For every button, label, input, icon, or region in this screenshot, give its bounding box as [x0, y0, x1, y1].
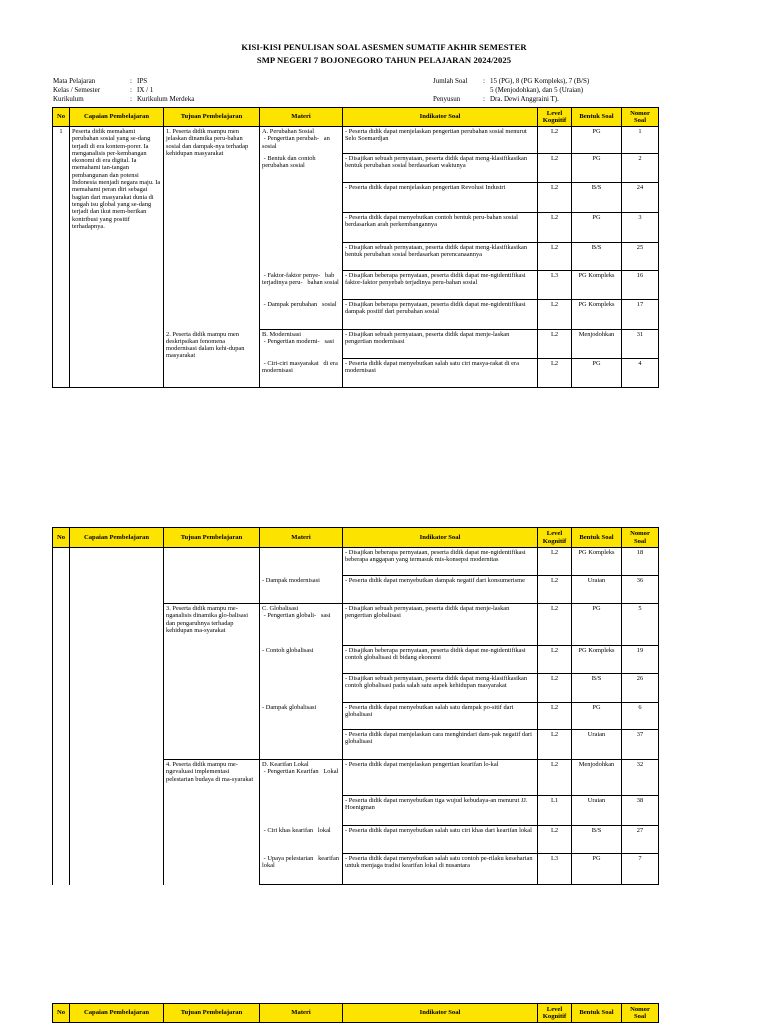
materi-cell: - Contoh globalisasi — [260, 646, 343, 674]
tujuan-cell: 3. Peserta didik mampu me-nganalisis dinamika glo-balisasi dan pengaruhnya terhadap kehidupan ma-syarakat — [164, 604, 260, 760]
indikator-cell: - Disajikan sebuah pernyataan, peserta didik dapat meng-klasifikasikan bentuk perubahan sosial berdasarkan waktunya — [343, 154, 538, 183]
indikator-cell: - Peserta didik dapat menjelaskan pengertian kearifan lo-kal — [343, 760, 538, 796]
indikator-cell: - Disajikan sebuah pernyataan, peserta didik dapat menje-laskan pengertian modernisasi — [343, 330, 538, 359]
bentuk-cell: PG — [572, 703, 622, 730]
indikator-cell: - Disajikan beberapa pernyataan, peserta didik dapat me-ngidentifikasi beberapa anggapan yang termasuk mis-konsepsi modernitas — [343, 548, 538, 576]
materi-cell — [260, 674, 343, 703]
bentuk-cell: B/S — [572, 243, 622, 271]
meta-value: IPS — [137, 77, 148, 85]
header-capaian: Capaian Pembelajaran — [70, 108, 164, 127]
header-no: No — [53, 1004, 70, 1023]
nomor-cell: 37 — [622, 730, 659, 760]
header-bentuk: Bentuk Soal — [572, 528, 622, 548]
indikator-cell: - Disajikan beberapa pernyataan, peserta didik dapat me-ngidentifikasi contoh globalisasi di bidang ekonomi — [343, 646, 538, 674]
header-bentuk: Bentuk Soal — [572, 108, 622, 127]
indikator-cell: - Peserta didik dapat menjelaskan cara menghindari dam-pak negatif dari globalisasi — [343, 730, 538, 760]
materi-cell: - Dampak perubahan sosial — [260, 300, 343, 330]
materi-cell — [260, 730, 343, 760]
nomor-cell: 18 — [622, 548, 659, 576]
bentuk-cell: Menjodohkan — [572, 760, 622, 796]
level-cell: L2 — [538, 548, 572, 576]
meta-left — [53, 77, 253, 107]
bentuk-cell: B/S — [572, 183, 622, 213]
header-no: No — [53, 108, 70, 127]
materi-cell: - Faktor-faktor penye- bab terjadinya peru- bahan sosial — [260, 271, 343, 300]
level-cell: L2 — [538, 243, 572, 271]
nomor-cell: 3 — [622, 213, 659, 243]
meta-colon: : — [130, 95, 132, 103]
meta-colon: : — [130, 86, 132, 94]
bentuk-cell: B/S — [572, 826, 622, 854]
bentuk-cell: Menjodohkan — [572, 330, 622, 359]
indikator-cell: - Disajikan sebuah pernyataan, peserta didik dapat meng-klasifikasikan bentuk perubahan sosial berdasarkan perencanaannya — [343, 243, 538, 271]
materi-cell — [260, 213, 343, 243]
header-level: Level Kognitif — [538, 528, 572, 548]
meta-key: Mata Pelajaran — [53, 77, 96, 85]
document-title-line2: SMP NEGERI 7 BOJONEGORO TAHUN PELAJARAN 2024/2025 — [256, 55, 512, 65]
level-cell: L2 — [538, 674, 572, 703]
capaian-cell: Peserta didik memahami perubahan sosial yang se-dang terjadi di era kontem-porer. Ia menganalisis per-kembangan ekonomi di era digital. Ia memahami tan-tangan pembangunan dan potensi Indonesia menjadi negara maju. Ia memahami peran diri sebagai bagian dari masyarakat dunia di tengah isu global yang se-dang terjadi dan ikut mem-berikan kontribusi yang positif terhadapnya. — [70, 127, 164, 388]
tujuan-cell: 1. Peserta didik mampu men jelaskan dinamika peru-bahan sosial dan dampak-nya terhadap kehidupan masyarakat — [164, 127, 260, 330]
bentuk-cell: PG — [572, 854, 622, 885]
indikator-cell: - Disajikan sebuah pernyataan, peserta didik dapat menje-laskan pengertian globalisasi — [343, 604, 538, 646]
header-indikator: Indikator Soal — [343, 1004, 538, 1023]
header-capaian: Capaian Pembelajaran — [70, 1004, 164, 1023]
nomor-cell: 5 — [622, 604, 659, 646]
materi-cell — [260, 183, 343, 213]
level-cell: L1 — [538, 796, 572, 826]
materi-cell: C. Globalisasi - Pengertian globali- sasi — [260, 604, 343, 646]
materi-cell: - Bentuk dan contoh perubahan sosial — [260, 154, 343, 183]
level-cell: L2 — [538, 576, 572, 604]
header-indikator: Indikator Soal — [343, 528, 538, 548]
nomor-cell: 32 — [622, 760, 659, 796]
materi-cell: - Dampak globalisasi — [260, 703, 343, 730]
indikator-cell: - Peserta didik dapat menjelaskan pengertian perubahan sosial menurut Selo Soemardjan — [343, 127, 538, 154]
header-capaian: Capaian Pembelajaran — [70, 528, 164, 548]
indikator-cell: - Peserta didik dapat menjelaskan pengertian Revolusi Industri — [343, 183, 538, 213]
nomor-cell: 17 — [622, 300, 659, 330]
kisi-kisi-table-page1 — [52, 107, 659, 388]
meta-value: Kurikulum Merdeka — [137, 95, 195, 103]
indikator-cell: - Peserta didik dapat menyebutkan salah satu contoh pe-rilaku keseharian untuk menjaga tradisi kearifan lokal di nusantara — [343, 854, 538, 885]
level-cell: L2 — [538, 213, 572, 243]
meta-colon: : — [483, 95, 485, 103]
table-header-row — [53, 1004, 659, 1023]
nomor-cell: 31 — [622, 330, 659, 359]
capaian-cell — [70, 548, 164, 885]
kisi-kisi-table-page2 — [52, 527, 659, 885]
bentuk-cell: PG — [572, 154, 622, 183]
header-nomor: Nomor Soal — [622, 528, 659, 548]
level-cell: L2 — [538, 604, 572, 646]
nomor-cell: 2 — [622, 154, 659, 183]
materi-cell — [260, 243, 343, 271]
indikator-cell: - Peserta didik dapat menyebutkan contoh bentuk peru-bahan sosial berdasarkan arah perkembangannya — [343, 213, 538, 243]
header-tujuan: Tujuan Pembelajaran — [164, 1004, 260, 1023]
indikator-cell: - Disajikan beberapa pernyataan, peserta didik dapat me-ngidentifikasi dampak positif dari perubahan sosial — [343, 300, 538, 330]
level-cell: L2 — [538, 826, 572, 854]
header-bentuk: Bentuk Soal — [572, 1004, 622, 1023]
level-cell: L2 — [538, 183, 572, 213]
level-cell: L2 — [538, 154, 572, 183]
nomor-cell: 25 — [622, 243, 659, 271]
indikator-cell: - Peserta didik dapat menyebutkan salah satu ciri khas dari kearifan lokal — [343, 826, 538, 854]
header-materi: Materi — [260, 108, 343, 127]
level-cell: L2 — [538, 730, 572, 760]
tujuan-cell: 4. Peserta didik mampu me-ngevaluasi implementasi pelestarian budaya di ma-syarakat — [164, 760, 260, 885]
meta-key: Kelas / Semester — [53, 86, 101, 94]
meta-value: 15 (PG), 8 (PG Kompleks), 7 (B/S) — [490, 77, 590, 85]
materi-cell: - Ciri khas kearifan lokal — [260, 826, 343, 854]
tujuan-cell — [164, 548, 260, 604]
row-number: 1 — [53, 127, 70, 388]
indikator-cell: - Peserta didik dapat menyebutkan dampak negatif dari konsumerisme — [343, 576, 538, 604]
nomor-cell: 36 — [622, 576, 659, 604]
nomor-cell: 24 — [622, 183, 659, 213]
indikator-cell: - Peserta didik dapat menyebutkan salah satu dampak po-sitif dari globalisasi — [343, 703, 538, 730]
kisi-kisi-table-page3 — [52, 1003, 659, 1023]
bentuk-cell: PG Kompleks — [572, 300, 622, 330]
meta-value: IX / 1 — [137, 86, 154, 94]
meta-right — [433, 77, 663, 107]
bentuk-cell: PG Kompleks — [572, 548, 622, 576]
header-level: Level Kognitif — [538, 1004, 572, 1023]
nomor-cell: 16 — [622, 271, 659, 300]
nomor-cell: 38 — [622, 796, 659, 826]
bentuk-cell: PG — [572, 359, 622, 388]
bentuk-cell: PG Kompleks — [572, 646, 622, 674]
header-level: Level Kognitif — [538, 108, 572, 127]
materi-cell: - Dampak modernisasi — [260, 576, 343, 604]
level-cell: L2 — [538, 703, 572, 730]
table-row — [53, 127, 659, 154]
level-cell: L3 — [538, 854, 572, 885]
header-nomor: Nomor Soal — [622, 108, 659, 127]
header-nomor: Nomor Soal — [622, 1004, 659, 1023]
nomor-cell: 4 — [622, 359, 659, 388]
header-indikator: Indikator Soal — [343, 108, 538, 127]
nomor-cell: 27 — [622, 826, 659, 854]
table-header-row — [53, 108, 659, 127]
level-cell: L2 — [538, 359, 572, 388]
meta-colon: : — [483, 77, 485, 85]
materi-cell — [260, 796, 343, 826]
tujuan-cell: 2. Peserta didik mampu men deskripsikan fenomena modernisasi dalam kehi-dupan masyarakat — [164, 330, 260, 388]
level-cell: L2 — [538, 300, 572, 330]
level-cell: L2 — [538, 330, 572, 359]
nomor-cell: 26 — [622, 674, 659, 703]
meta-key: Penyusun — [433, 95, 461, 103]
header-materi: Materi — [260, 1004, 343, 1023]
nomor-cell: 1 — [622, 127, 659, 154]
nomor-cell: 6 — [622, 703, 659, 730]
bentuk-cell: Uraian — [572, 796, 622, 826]
document-title-line1: KISI-KISI PENULISAN SOAL ASESMEN SUMATIF AKHIR SEMESTER — [241, 42, 527, 52]
meta-colon: : — [130, 77, 132, 85]
bentuk-cell: PG — [572, 127, 622, 154]
header-materi: Materi — [260, 528, 343, 548]
materi-cell: A. Perubahan Sosial - Pengertian perubah- an sosial — [260, 127, 343, 154]
row-number — [53, 548, 70, 885]
meta-value: 5 (Menjodohkan), dan 5 (Uraian) — [490, 86, 584, 94]
materi-cell — [260, 548, 343, 576]
level-cell: L2 — [538, 127, 572, 154]
level-cell: L3 — [538, 271, 572, 300]
bentuk-cell: B/S — [572, 674, 622, 703]
table-row — [53, 548, 659, 576]
indikator-cell: - Disajikan sebuah pernyataan, peserta didik dapat meng-klasifikasikan contoh globalisasi pada salah satu aspek kehidupan masyarakat — [343, 674, 538, 703]
level-cell: L2 — [538, 760, 572, 796]
materi-cell: D. Kearifan Lokal - Pengertian Kearifan Lokal — [260, 760, 343, 796]
nomor-cell: 19 — [622, 646, 659, 674]
indikator-cell: - Peserta didik dapat menyebutkan tiga wujud kebudaya-an menurut JJ. Hoenigman — [343, 796, 538, 826]
materi-cell: B. Modernisasi - Pengertian moderni- sasi — [260, 330, 343, 359]
bentuk-cell: PG — [572, 213, 622, 243]
meta-key: Kurikulum — [53, 95, 84, 103]
materi-cell: - Ciri-ciri masyarakat di era modernisasi — [260, 359, 343, 388]
table-header-row — [53, 528, 659, 548]
bentuk-cell: Uraian — [572, 730, 622, 760]
header-tujuan: Tujuan Pembelajaran — [164, 108, 260, 127]
bentuk-cell: Uraian — [572, 576, 622, 604]
bentuk-cell: PG — [572, 604, 622, 646]
indikator-cell: - Disajikan beberapa pernyataan, peserta didik dapat me-ngidentifikasi faktor-faktor penyebab terjadinya peru-bahan sosial — [343, 271, 538, 300]
level-cell: L2 — [538, 646, 572, 674]
indikator-cell: - Peserta didik dapat menyebutkan salah satu ciri masya-rakat di era modernisasi — [343, 359, 538, 388]
meta-value: Dra. Dewi Anggraini T). — [490, 95, 559, 103]
header-tujuan: Tujuan Pembelajaran — [164, 528, 260, 548]
meta-key: Jumlah Soal — [433, 77, 468, 85]
materi-cell: - Upaya pelestarian kearifan lokal — [260, 854, 343, 885]
bentuk-cell: PG Kompleks — [572, 271, 622, 300]
nomor-cell: 7 — [622, 854, 659, 885]
header-no: No — [53, 528, 70, 548]
